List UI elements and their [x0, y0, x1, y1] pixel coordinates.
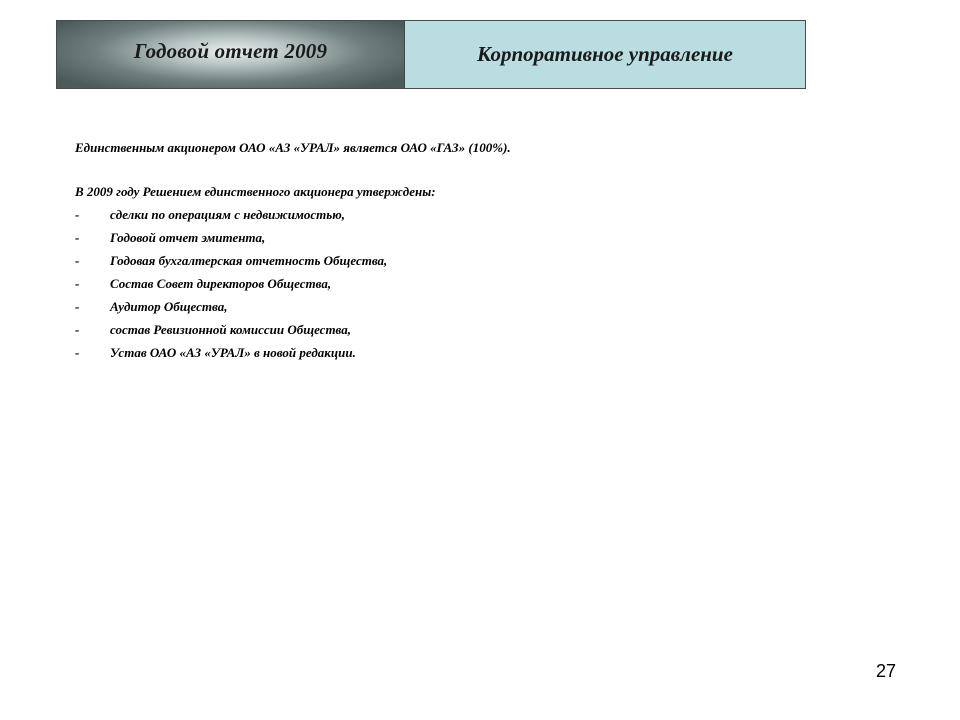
list-item-text: Устав ОАО «АЗ «УРАЛ» в новой редакции.: [110, 345, 356, 360]
list-item: [75, 253, 835, 269]
decisions-intro-paragraph: В 2009 году Решением единственного акционера утверждены:: [75, 184, 436, 199]
header-section-panel: [405, 21, 805, 88]
shareholder-paragraph: Единственным акционером ОАО «АЗ «УРАЛ» является ОАО «ГАЗ» (100%).: [75, 140, 511, 155]
list-item: [75, 322, 835, 338]
list-item: [75, 299, 835, 315]
section-title: Корпоративное управление: [477, 42, 733, 66]
list-item: [75, 276, 835, 292]
list-item-text: сделки по операциям с недвижимостью,: [110, 207, 345, 222]
page-number: 27: [875, 661, 897, 681]
list-item-text: Годовая бухгалтерская отчетность Общества,: [110, 253, 388, 268]
list-bullet: -: [75, 207, 80, 222]
report-title: Годовой отчет 2009: [133, 39, 328, 63]
list-bullet: -: [75, 345, 80, 360]
list-bullet: -: [75, 253, 80, 268]
list-bullet: -: [75, 322, 80, 337]
list-bullet: -: [75, 276, 80, 291]
list-item-text: Аудитор Общества,: [110, 299, 228, 314]
list-item-text: Состав Совет директоров Общества,: [110, 276, 332, 291]
list-item-text: Годовой отчет эмитента,: [110, 230, 266, 245]
header-report-panel: [57, 21, 405, 88]
list-item: [75, 207, 835, 223]
list-item: [75, 345, 835, 361]
slide-content: [75, 140, 835, 368]
list-bullet: -: [75, 230, 80, 245]
list-item-text: состав Ревизионной комиссии Общества,: [110, 322, 352, 337]
list-item: [75, 230, 835, 246]
decisions-list: [75, 207, 835, 361]
slide-header: [56, 20, 806, 89]
list-bullet: -: [75, 299, 80, 314]
